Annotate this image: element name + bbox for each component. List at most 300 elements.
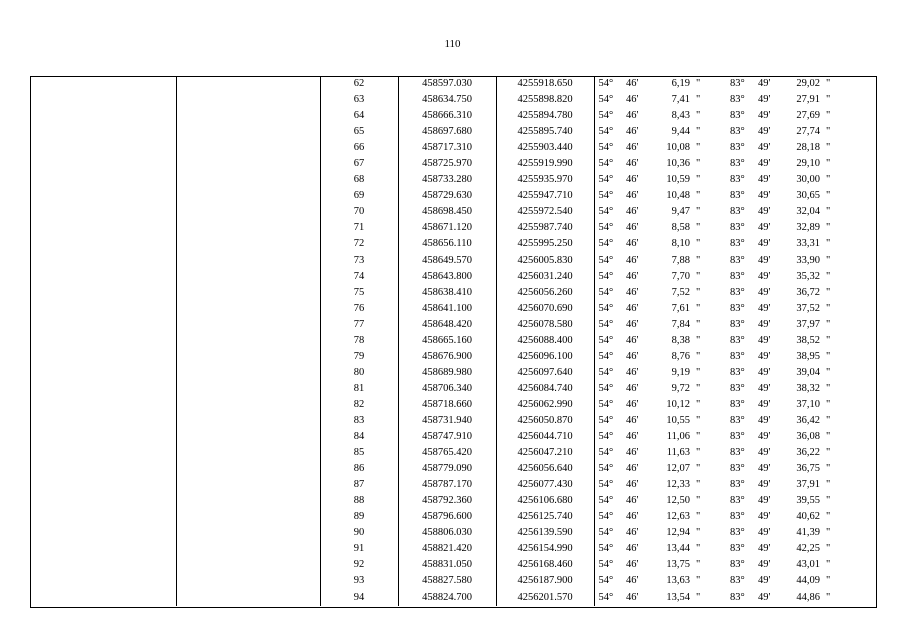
longitude-degrees: 83° bbox=[730, 190, 745, 202]
longitude-degrees: 83° bbox=[730, 575, 745, 587]
x-coordinate: 458796.600 bbox=[398, 509, 496, 525]
table-row bbox=[30, 269, 876, 285]
latitude-degrees: 54° bbox=[598, 511, 614, 523]
longitude-seconds: 36,72 bbox=[796, 286, 820, 298]
table-row bbox=[30, 365, 876, 381]
y-coordinate: 4256168.460 bbox=[496, 557, 594, 573]
longitude-minutes: 49' bbox=[758, 334, 771, 346]
y-coordinate: 4255947.710 bbox=[496, 188, 594, 204]
latitude-seconds-mark: " bbox=[696, 350, 701, 362]
point-number: 69 bbox=[320, 188, 398, 204]
latitude-seconds: 7,61 bbox=[671, 302, 690, 314]
latitude-minutes: 46' bbox=[626, 463, 639, 475]
x-coordinate: 458706.340 bbox=[398, 381, 496, 397]
latitude-minutes: 46' bbox=[626, 270, 639, 282]
longitude-degrees: 83° bbox=[730, 302, 745, 314]
latitude-minutes: 46' bbox=[626, 479, 639, 491]
latitude-seconds: 7,70 bbox=[671, 270, 690, 282]
point-number: 78 bbox=[320, 333, 398, 349]
longitude-degrees: 83° bbox=[730, 366, 745, 378]
longitude-seconds-mark: " bbox=[826, 527, 831, 539]
latitude-minutes: 46' bbox=[626, 94, 639, 106]
longitude-degrees: 83° bbox=[730, 286, 745, 298]
y-coordinate: 4256096.100 bbox=[496, 349, 594, 365]
blank-cell bbox=[30, 461, 176, 477]
longitude-minutes: 49' bbox=[758, 591, 771, 603]
blank-cell bbox=[176, 493, 320, 509]
longitude-minutes: 49' bbox=[758, 286, 771, 298]
latitude-seconds: 7,88 bbox=[671, 254, 690, 266]
latitude-degrees: 54° bbox=[598, 415, 614, 426]
latitude-seconds-mark: " bbox=[696, 254, 701, 266]
x-coordinate: 458725.970 bbox=[398, 156, 496, 172]
longitude-minutes: 49' bbox=[758, 463, 771, 475]
longitude-seconds: 38,95 bbox=[796, 350, 820, 362]
latitude-minutes: 46' bbox=[626, 110, 639, 122]
table-row bbox=[30, 493, 876, 509]
latitude-degrees: 54° bbox=[598, 222, 614, 234]
blank-cell bbox=[176, 140, 320, 156]
point-number: 94 bbox=[320, 590, 398, 606]
latitude-seconds-mark: " bbox=[696, 447, 701, 459]
latitude-minutes: 46' bbox=[626, 174, 639, 186]
x-coordinate: 458717.310 bbox=[398, 140, 496, 156]
latitude-degrees: 54° bbox=[598, 94, 614, 106]
latitude-seconds-mark: " bbox=[696, 479, 701, 491]
y-coordinate: 4256125.740 bbox=[496, 509, 594, 525]
table-row bbox=[30, 509, 876, 525]
blank-cell bbox=[176, 204, 320, 220]
longitude-minutes: 49' bbox=[758, 110, 771, 122]
blank-cell bbox=[30, 236, 176, 252]
point-number: 63 bbox=[320, 92, 398, 108]
latitude-degrees: 54° bbox=[598, 334, 614, 346]
latitude-seconds: 6,19 bbox=[671, 78, 690, 90]
table-row bbox=[30, 253, 876, 269]
longitude-seconds-mark: " bbox=[826, 126, 831, 138]
longitude-seconds-mark: " bbox=[826, 479, 831, 491]
point-number: 75 bbox=[320, 285, 398, 301]
longitude-degrees: 83° bbox=[730, 463, 745, 475]
longitude-seconds-mark: " bbox=[826, 415, 831, 426]
blank-cell bbox=[176, 557, 320, 573]
y-coordinate: 4256187.900 bbox=[496, 573, 594, 589]
point-number: 74 bbox=[320, 269, 398, 285]
latitude-seconds: 8,58 bbox=[671, 222, 690, 234]
latitude-seconds: 8,76 bbox=[671, 350, 690, 362]
longitude-minutes: 49' bbox=[758, 94, 771, 106]
point-number: 72 bbox=[320, 236, 398, 252]
longitude-minutes: 49' bbox=[758, 447, 771, 459]
longitude-seconds: 29,10 bbox=[796, 158, 820, 170]
latitude-minutes: 46' bbox=[626, 559, 639, 571]
longitude-seconds: 39,04 bbox=[796, 366, 820, 378]
x-coordinate: 458641.100 bbox=[398, 301, 496, 317]
longitude-degrees: 83° bbox=[730, 479, 745, 491]
x-coordinate: 458634.750 bbox=[398, 92, 496, 108]
latitude-minutes: 46' bbox=[626, 206, 639, 218]
latitude-minutes: 46' bbox=[626, 222, 639, 234]
latitude-seconds: 8,43 bbox=[671, 110, 690, 122]
latitude-seconds-mark: " bbox=[696, 527, 701, 539]
table-row bbox=[30, 172, 876, 188]
y-coordinate: 4255903.440 bbox=[496, 140, 594, 156]
latitude-degrees: 54° bbox=[598, 158, 614, 170]
table-row bbox=[30, 108, 876, 124]
x-coordinate: 458656.110 bbox=[398, 236, 496, 252]
longitude-minutes: 49' bbox=[758, 431, 771, 443]
longitude-seconds-mark: " bbox=[826, 463, 831, 475]
longitude-seconds: 40,62 bbox=[796, 511, 820, 523]
longitude-degrees: 83° bbox=[730, 431, 745, 443]
blank-cell bbox=[176, 333, 320, 349]
y-coordinate: 4256078.580 bbox=[496, 317, 594, 333]
blank-cell bbox=[30, 397, 176, 413]
x-coordinate: 458643.800 bbox=[398, 269, 496, 285]
longitude-minutes: 49' bbox=[758, 222, 771, 234]
x-coordinate: 458779.090 bbox=[398, 461, 496, 477]
longitude-degrees: 83° bbox=[730, 591, 745, 603]
latitude-seconds: 9,19 bbox=[671, 366, 690, 378]
latitude-degrees: 54° bbox=[598, 398, 614, 410]
y-coordinate: 4256139.590 bbox=[496, 525, 594, 541]
latitude-seconds-mark: " bbox=[696, 511, 701, 523]
latitude-minutes: 46' bbox=[626, 78, 639, 90]
latitude-degrees: 54° bbox=[598, 350, 614, 362]
longitude-minutes: 49' bbox=[758, 415, 771, 426]
longitude-seconds-mark: " bbox=[826, 447, 831, 459]
table-row bbox=[30, 156, 876, 172]
latitude-seconds-mark: " bbox=[696, 190, 701, 202]
blank-cell bbox=[176, 285, 320, 301]
table-row bbox=[30, 220, 876, 236]
longitude-seconds-mark: " bbox=[826, 222, 831, 234]
y-coordinate: 4256050.870 bbox=[496, 413, 594, 429]
blank-cell bbox=[176, 92, 320, 108]
latitude-seconds: 11,06 bbox=[666, 431, 690, 443]
x-coordinate: 458697.680 bbox=[398, 124, 496, 140]
point-number: 81 bbox=[320, 381, 398, 397]
latitude-seconds-mark: " bbox=[696, 463, 701, 475]
y-coordinate: 4256077.430 bbox=[496, 477, 594, 493]
latitude-seconds-mark: " bbox=[696, 398, 701, 410]
longitude-minutes: 49' bbox=[758, 479, 771, 491]
longitude-degrees: 83° bbox=[730, 270, 745, 282]
latitude-seconds: 12,33 bbox=[666, 479, 690, 491]
latitude-seconds: 10,48 bbox=[666, 190, 690, 202]
latitude-seconds-mark: " bbox=[696, 334, 701, 346]
latitude-minutes: 46' bbox=[626, 431, 639, 443]
table-row bbox=[30, 124, 876, 140]
y-coordinate: 4256044.710 bbox=[496, 429, 594, 445]
latitude-minutes: 46' bbox=[626, 543, 639, 555]
longitude-seconds-mark: " bbox=[826, 142, 831, 154]
latitude-degrees: 54° bbox=[598, 366, 614, 378]
table-row bbox=[30, 413, 876, 429]
longitude-seconds-mark: " bbox=[826, 302, 831, 314]
blank-cell bbox=[176, 525, 320, 541]
longitude-seconds-mark: " bbox=[826, 334, 831, 346]
longitude-seconds: 29,02 bbox=[796, 78, 820, 90]
latitude-seconds-mark: " bbox=[696, 286, 701, 298]
table-row bbox=[30, 590, 876, 606]
x-coordinate: 458676.900 bbox=[398, 349, 496, 365]
blank-cell bbox=[30, 349, 176, 365]
table-row bbox=[30, 461, 876, 477]
blank-cell bbox=[30, 92, 176, 108]
longitude-seconds-mark: " bbox=[826, 511, 831, 523]
y-coordinate: 4256047.210 bbox=[496, 445, 594, 461]
table-row bbox=[30, 429, 876, 445]
latitude-minutes: 46' bbox=[626, 366, 639, 378]
y-coordinate: 4256097.640 bbox=[496, 365, 594, 381]
longitude-seconds: 36,42 bbox=[796, 415, 820, 426]
blank-cell bbox=[176, 413, 320, 429]
point-number: 89 bbox=[320, 509, 398, 525]
point-number: 64 bbox=[320, 108, 398, 124]
table-row bbox=[30, 333, 876, 349]
latitude-seconds-mark: " bbox=[696, 110, 701, 122]
longitude-degrees: 83° bbox=[730, 415, 745, 426]
longitude-seconds: 38,32 bbox=[796, 382, 820, 394]
latitude-minutes: 46' bbox=[626, 318, 639, 330]
y-coordinate: 4256154.990 bbox=[496, 541, 594, 557]
latitude-seconds-mark: " bbox=[696, 415, 701, 426]
longitude-minutes: 49' bbox=[758, 543, 771, 555]
longitude-minutes: 49' bbox=[758, 142, 771, 154]
longitude-seconds-mark: " bbox=[826, 190, 831, 202]
latitude-seconds-mark: " bbox=[696, 142, 701, 154]
blank-cell bbox=[176, 349, 320, 365]
blank-cell bbox=[30, 493, 176, 509]
latitude-seconds-mark: " bbox=[696, 94, 701, 106]
blank-cell bbox=[30, 253, 176, 269]
latitude-minutes: 46' bbox=[626, 126, 639, 138]
longitude-seconds: 39,55 bbox=[796, 495, 820, 507]
longitude-seconds-mark: " bbox=[826, 174, 831, 186]
longitude-minutes: 49' bbox=[758, 238, 771, 250]
longitude-degrees: 83° bbox=[730, 495, 745, 507]
point-number: 93 bbox=[320, 573, 398, 589]
point-number: 91 bbox=[320, 541, 398, 557]
point-number: 62 bbox=[320, 76, 398, 92]
point-number: 90 bbox=[320, 525, 398, 541]
latitude-degrees: 54° bbox=[598, 206, 614, 218]
longitude-seconds: 36,75 bbox=[796, 463, 820, 475]
table-row bbox=[30, 557, 876, 573]
blank-cell bbox=[176, 445, 320, 461]
longitude-seconds: 32,04 bbox=[796, 206, 820, 218]
x-coordinate: 458792.360 bbox=[398, 493, 496, 509]
longitude-seconds: 37,97 bbox=[796, 318, 820, 330]
latitude-degrees: 54° bbox=[598, 286, 614, 298]
latitude-seconds-mark: " bbox=[696, 78, 701, 90]
point-number: 70 bbox=[320, 204, 398, 220]
longitude-seconds-mark: " bbox=[826, 110, 831, 122]
latitude-seconds: 12,07 bbox=[666, 463, 690, 475]
latitude-degrees: 54° bbox=[598, 270, 614, 282]
longitude-degrees: 83° bbox=[730, 158, 745, 170]
latitude-degrees: 54° bbox=[598, 591, 614, 603]
latitude-seconds-mark: " bbox=[696, 382, 701, 394]
y-coordinate: 4255894.780 bbox=[496, 108, 594, 124]
blank-cell bbox=[30, 477, 176, 493]
latitude-seconds: 12,50 bbox=[666, 495, 690, 507]
longitude-seconds-mark: " bbox=[826, 543, 831, 555]
blank-cell bbox=[176, 172, 320, 188]
latitude-seconds: 12,63 bbox=[666, 511, 690, 523]
y-coordinate: 4256031.240 bbox=[496, 269, 594, 285]
latitude-seconds: 10,08 bbox=[666, 142, 690, 154]
latitude-seconds: 13,75 bbox=[666, 559, 690, 571]
y-coordinate: 4256106.680 bbox=[496, 493, 594, 509]
latitude-degrees: 54° bbox=[598, 495, 614, 507]
latitude-degrees: 54° bbox=[598, 110, 614, 122]
longitude-seconds: 42,25 bbox=[796, 543, 820, 555]
latitude-minutes: 46' bbox=[626, 190, 639, 202]
latitude-degrees: 54° bbox=[598, 431, 614, 443]
y-coordinate: 4256056.640 bbox=[496, 461, 594, 477]
x-coordinate: 458747.910 bbox=[398, 429, 496, 445]
longitude-minutes: 49' bbox=[758, 158, 771, 170]
longitude-degrees: 83° bbox=[730, 447, 745, 459]
table-row bbox=[30, 140, 876, 156]
x-coordinate: 458665.160 bbox=[398, 333, 496, 349]
longitude-degrees: 83° bbox=[730, 382, 745, 394]
blank-cell bbox=[30, 365, 176, 381]
longitude-seconds: 37,91 bbox=[796, 479, 820, 491]
table-row bbox=[30, 76, 876, 92]
point-number: 84 bbox=[320, 429, 398, 445]
latitude-seconds-mark: " bbox=[696, 174, 701, 186]
latitude-seconds-mark: " bbox=[696, 126, 701, 138]
latitude-minutes: 46' bbox=[626, 591, 639, 603]
point-number: 88 bbox=[320, 493, 398, 509]
latitude-seconds: 12,94 bbox=[666, 527, 690, 539]
longitude-minutes: 49' bbox=[758, 559, 771, 571]
longitude-seconds-mark: " bbox=[826, 350, 831, 362]
y-coordinate: 4255898.820 bbox=[496, 92, 594, 108]
longitude-seconds-mark: " bbox=[826, 431, 831, 443]
latitude-minutes: 46' bbox=[626, 398, 639, 410]
y-coordinate: 4255895.740 bbox=[496, 124, 594, 140]
blank-cell bbox=[30, 108, 176, 124]
latitude-degrees: 54° bbox=[598, 142, 614, 154]
point-number: 71 bbox=[320, 220, 398, 236]
longitude-degrees: 83° bbox=[730, 110, 745, 122]
blank-cell bbox=[176, 76, 320, 92]
longitude-minutes: 49' bbox=[758, 126, 771, 138]
longitude-minutes: 49' bbox=[758, 382, 771, 394]
blank-cell bbox=[176, 397, 320, 413]
point-number: 86 bbox=[320, 461, 398, 477]
table-row bbox=[30, 525, 876, 541]
coordinates-table bbox=[30, 76, 877, 606]
x-coordinate: 458821.420 bbox=[398, 541, 496, 557]
longitude-seconds-mark: " bbox=[826, 238, 831, 250]
y-coordinate: 4256005.830 bbox=[496, 253, 594, 269]
y-coordinate: 4255918.650 bbox=[496, 76, 594, 92]
table-row bbox=[30, 541, 876, 557]
longitude-degrees: 83° bbox=[730, 318, 745, 330]
latitude-minutes: 46' bbox=[626, 527, 639, 539]
latitude-seconds: 13,44 bbox=[666, 543, 690, 555]
latitude-seconds: 7,52 bbox=[671, 286, 690, 298]
point-number: 67 bbox=[320, 156, 398, 172]
latitude-seconds: 10,55 bbox=[666, 415, 690, 426]
longitude-seconds: 36,08 bbox=[796, 431, 820, 443]
longitude-degrees: 83° bbox=[730, 206, 745, 218]
point-number: 77 bbox=[320, 317, 398, 333]
longitude-seconds-mark: " bbox=[826, 254, 831, 266]
x-coordinate: 458729.630 bbox=[398, 188, 496, 204]
point-number: 73 bbox=[320, 253, 398, 269]
longitude-seconds-mark: " bbox=[826, 94, 831, 106]
table-row bbox=[30, 477, 876, 493]
longitude-seconds-mark: " bbox=[826, 206, 831, 218]
blank-cell bbox=[176, 269, 320, 285]
blank-cell bbox=[30, 525, 176, 541]
blank-cell bbox=[30, 269, 176, 285]
x-coordinate: 458698.450 bbox=[398, 204, 496, 220]
table-row bbox=[30, 92, 876, 108]
point-number: 65 bbox=[320, 124, 398, 140]
longitude-seconds: 33,31 bbox=[796, 238, 820, 250]
longitude-seconds-mark: " bbox=[826, 495, 831, 507]
longitude-seconds-mark: " bbox=[826, 575, 831, 587]
longitude-minutes: 49' bbox=[758, 511, 771, 523]
latitude-minutes: 46' bbox=[626, 238, 639, 250]
blank-cell bbox=[30, 429, 176, 445]
blank-cell bbox=[30, 381, 176, 397]
latitude-seconds-mark: " bbox=[696, 238, 701, 250]
latitude-seconds-mark: " bbox=[696, 575, 701, 587]
longitude-minutes: 49' bbox=[758, 174, 771, 186]
longitude-seconds: 30,00 bbox=[796, 174, 820, 186]
blank-cell bbox=[176, 236, 320, 252]
blank-cell bbox=[30, 541, 176, 557]
blank-cell bbox=[30, 333, 176, 349]
longitude-seconds-mark: " bbox=[826, 78, 831, 90]
longitude-seconds-mark: " bbox=[826, 318, 831, 330]
latitude-degrees: 54° bbox=[598, 447, 614, 459]
blank-cell bbox=[176, 429, 320, 445]
latitude-minutes: 46' bbox=[626, 382, 639, 394]
point-number: 85 bbox=[320, 445, 398, 461]
blank-cell bbox=[30, 220, 176, 236]
latitude-seconds-mark: " bbox=[696, 302, 701, 314]
latitude-seconds-mark: " bbox=[696, 543, 701, 555]
longitude-seconds: 44,09 bbox=[796, 575, 820, 587]
point-number: 82 bbox=[320, 397, 398, 413]
latitude-seconds: 13,63 bbox=[666, 575, 690, 587]
blank-cell bbox=[176, 461, 320, 477]
x-coordinate: 458787.170 bbox=[398, 477, 496, 493]
blank-cell bbox=[30, 156, 176, 172]
y-coordinate: 4255919.990 bbox=[496, 156, 594, 172]
longitude-seconds: 41,39 bbox=[796, 527, 820, 539]
longitude-seconds: 37,10 bbox=[796, 398, 820, 410]
latitude-degrees: 54° bbox=[598, 318, 614, 330]
longitude-degrees: 83° bbox=[730, 254, 745, 266]
longitude-degrees: 83° bbox=[730, 222, 745, 234]
latitude-degrees: 54° bbox=[598, 527, 614, 539]
blank-cell bbox=[176, 573, 320, 589]
latitude-minutes: 46' bbox=[626, 158, 639, 170]
blank-cell bbox=[30, 573, 176, 589]
longitude-degrees: 83° bbox=[730, 527, 745, 539]
blank-cell bbox=[176, 317, 320, 333]
